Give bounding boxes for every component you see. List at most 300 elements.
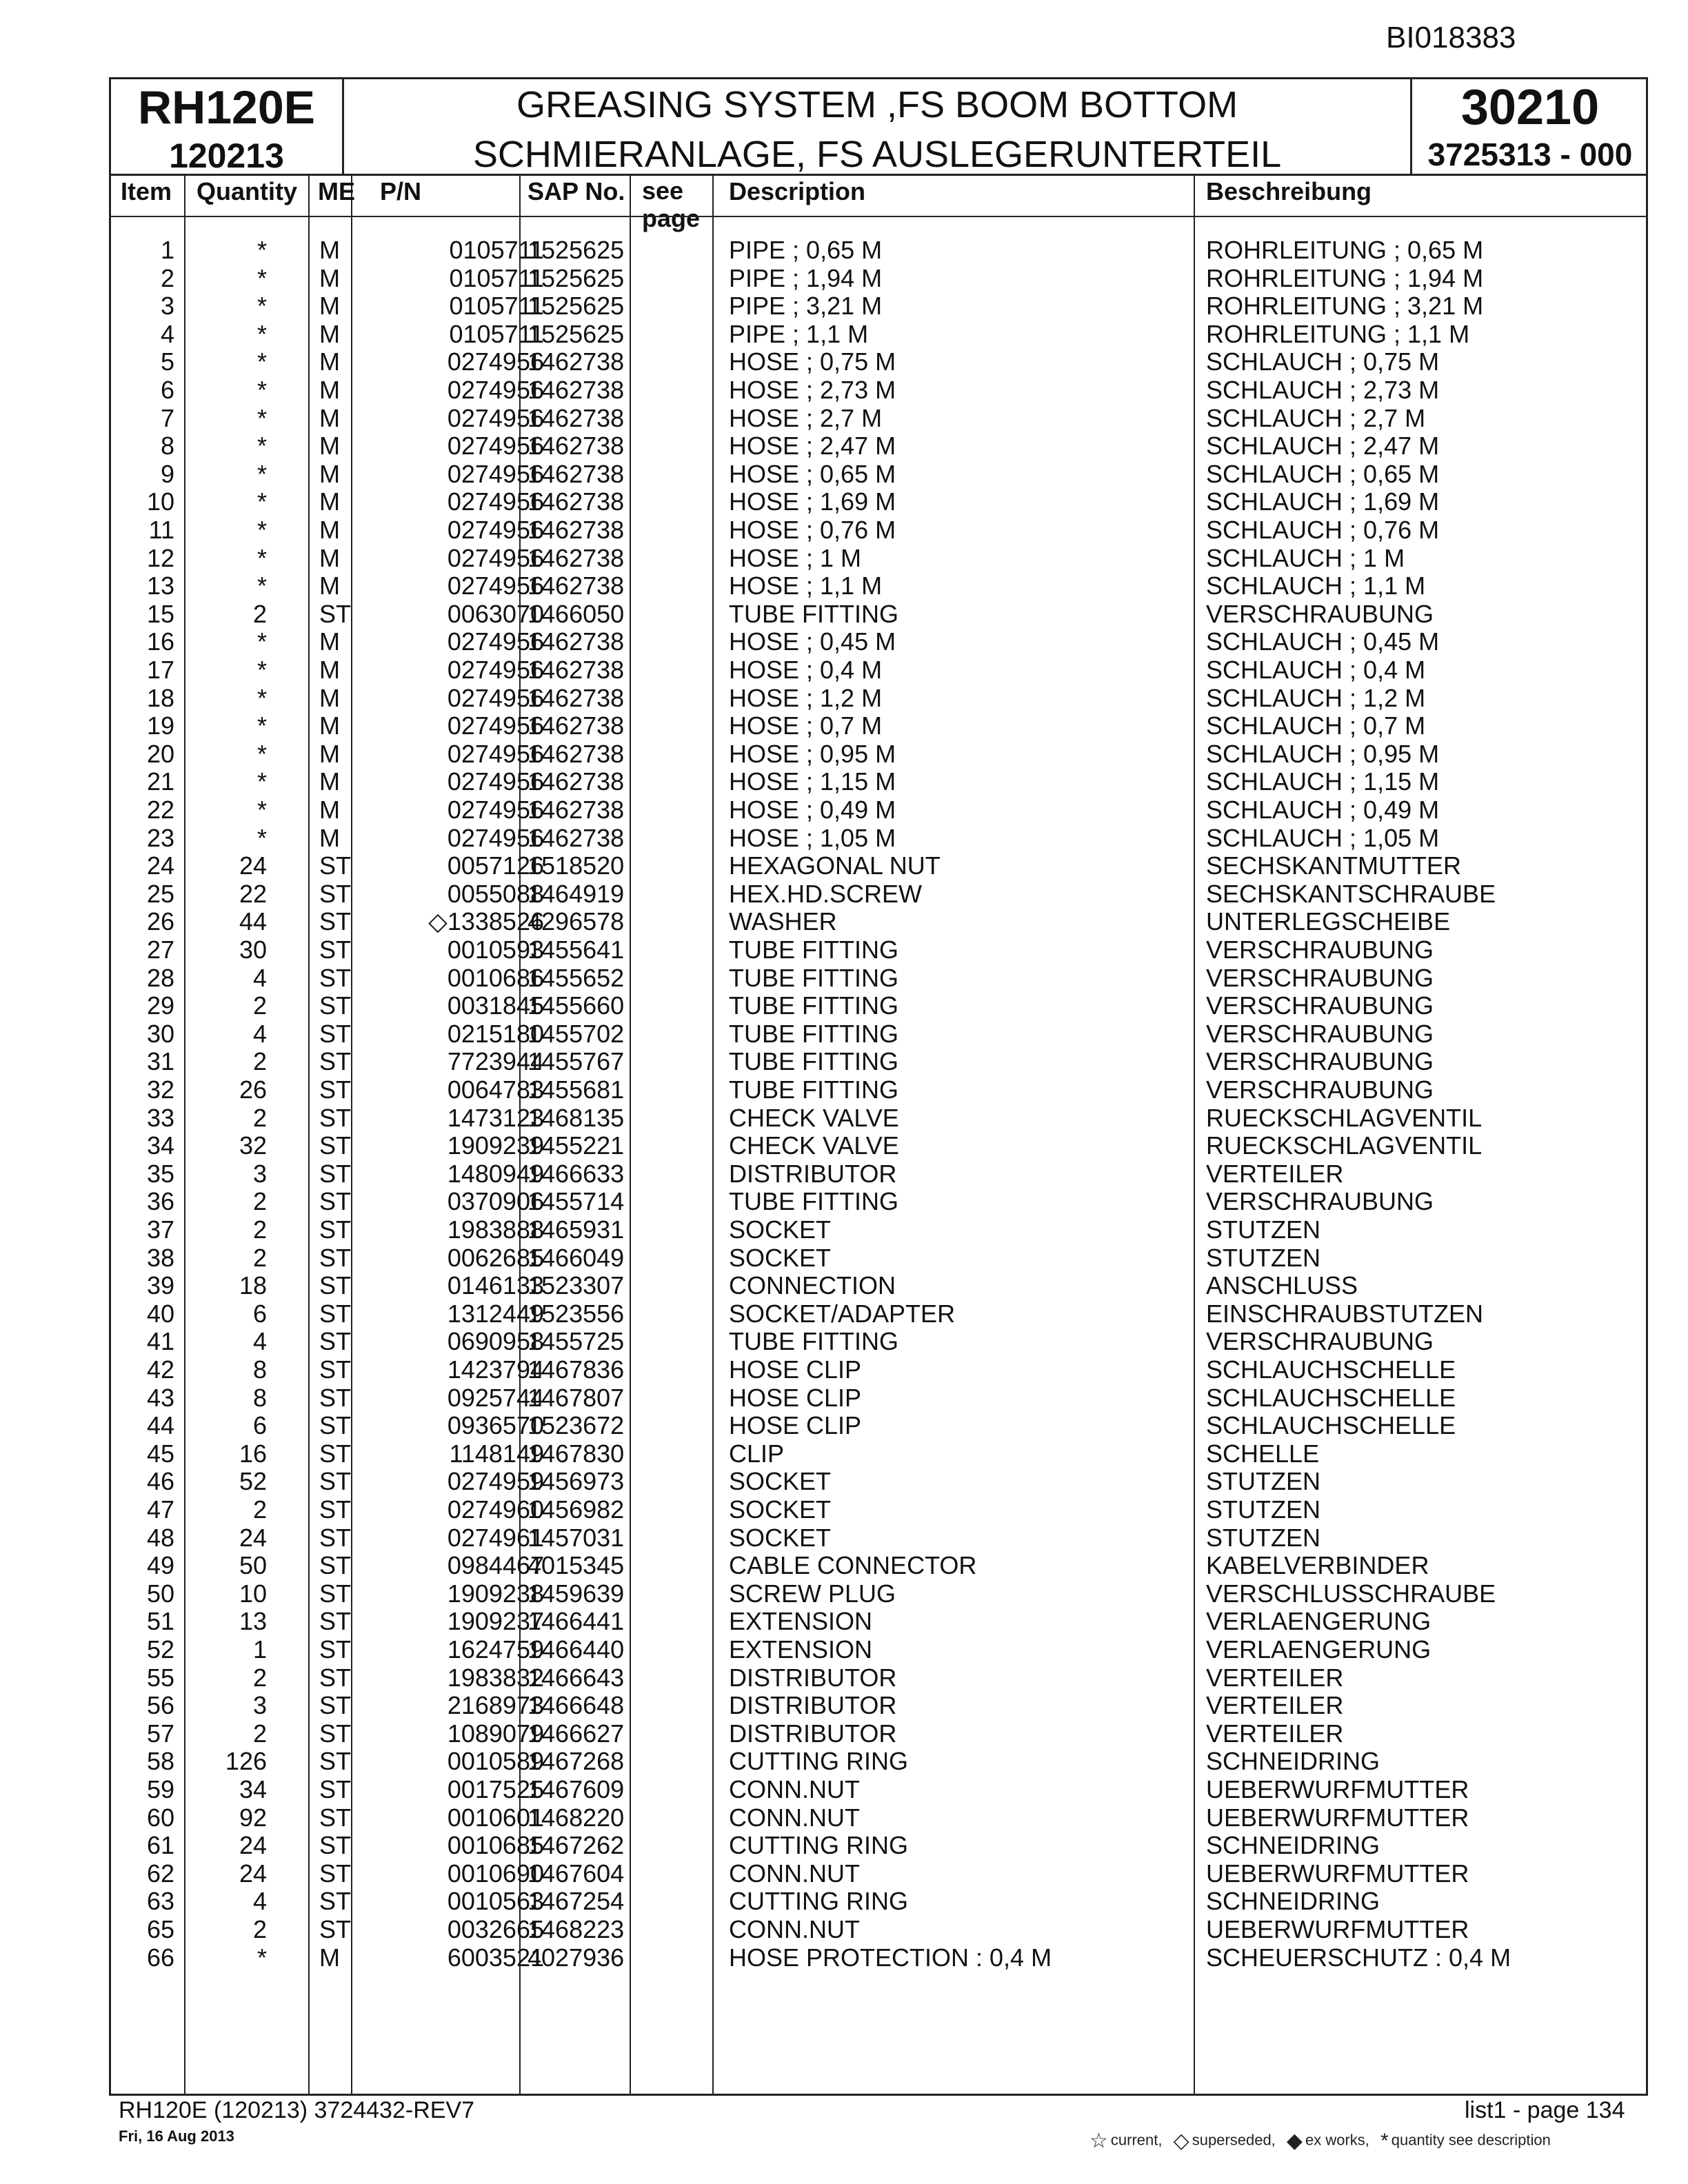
cell-part-number: 0010686: [447, 963, 544, 992]
cell-part-number: 1089079: [447, 1719, 544, 1748]
cell-sap-number: 1464919: [528, 879, 625, 908]
cell-sap-number: 1455702: [528, 1019, 625, 1048]
cell-beschreibung: VERTEILER: [1206, 1719, 1344, 1748]
cell-sap-number: 1455767: [528, 1047, 625, 1076]
cell-beschreibung: VERTEILER: [1206, 1691, 1344, 1720]
cell-description: HOSE ; 1,69 M: [729, 487, 896, 516]
cell-unit: ST: [319, 1719, 352, 1748]
cell-part-number: 0274956: [447, 347, 544, 376]
cell-description: HEX.HD.SCREW: [729, 879, 923, 908]
cell-item: 5: [160, 347, 174, 376]
cell-sap-number: 1466441: [528, 1607, 625, 1636]
cell-quantity: *: [257, 292, 267, 321]
cell-part-number: 1909238: [447, 1579, 544, 1608]
cell-item: 57: [146, 1719, 174, 1748]
cell-item: 56: [146, 1691, 174, 1720]
footer-model-reference: RH120E (120213) 3724432-REV7: [119, 2097, 475, 2123]
table-row: [111, 1524, 1646, 1553]
cell-quantity: *: [257, 1943, 267, 1972]
cell-description: PIPE ; 1,94 M: [729, 263, 883, 292]
cell-quantity: 1: [252, 1635, 267, 1664]
table-row: [111, 1104, 1646, 1133]
cell-description: SOCKET/ADAPTER: [729, 1299, 956, 1328]
cell-quantity: 6: [252, 1411, 267, 1440]
cell-quantity: *: [257, 767, 267, 796]
cell-description: TUBE FITTING: [729, 1187, 898, 1216]
cell-description: DISTRIBUTOR: [729, 1691, 897, 1720]
cell-sap-number: 1523556: [528, 1299, 625, 1328]
cell-description: HOSE PROTECTION : 0,4 M: [729, 1943, 1052, 1972]
cell-quantity: 8: [252, 1355, 267, 1384]
cell-unit: M: [319, 347, 340, 376]
cell-quantity: *: [257, 403, 267, 432]
cell-description: SOCKET: [729, 1523, 832, 1552]
table-row: [111, 1608, 1646, 1636]
cell-unit: M: [319, 236, 340, 264]
cell-part-number: 0274956: [447, 796, 544, 824]
cell-sap-number: 1467604: [528, 1859, 625, 1888]
table-row: [111, 685, 1646, 713]
cell-unit: ST: [319, 599, 352, 628]
cell-quantity: *: [257, 347, 267, 376]
cell-part-number: 0925744: [447, 1383, 544, 1412]
cell-sap-number: 1462738: [528, 459, 625, 488]
cell-description: CABLE CONNECTOR: [729, 1551, 977, 1580]
cell-part-number: 1480949: [447, 1159, 544, 1188]
cell-part-number: ◇1338526: [428, 907, 544, 936]
cell-beschreibung: SCHLAUCH ; 1,15 M: [1206, 767, 1440, 796]
cell-beschreibung: STUTZEN: [1206, 1523, 1320, 1552]
cell-sap-number: 1462738: [528, 347, 625, 376]
cell-sap-number: 1467830: [528, 1439, 625, 1468]
table-row: [111, 1216, 1646, 1244]
cell-description: DISTRIBUTOR: [729, 1719, 897, 1748]
cell-part-number: 0057126: [447, 851, 544, 880]
cell-beschreibung: SCHLAUCH ; 0,49 M: [1206, 796, 1440, 824]
cell-quantity: 3: [252, 1691, 267, 1720]
cell-unit: ST: [319, 1215, 352, 1244]
cell-item: 34: [146, 1131, 174, 1160]
cell-part-number: 0274956: [447, 543, 544, 572]
cell-description: TUBE FITTING: [729, 1019, 898, 1048]
table-row: [111, 908, 1646, 936]
cell-quantity: 2: [252, 1103, 267, 1132]
cell-sap-number: 1467268: [528, 1747, 625, 1776]
table-row: [111, 488, 1646, 516]
cell-description: EXTENSION: [729, 1635, 873, 1664]
cell-quantity: 30: [239, 936, 267, 964]
cell-beschreibung: RUECKSCHLAGVENTIL: [1206, 1131, 1483, 1160]
cell-unit: ST: [319, 1915, 352, 1943]
cell-unit: M: [319, 432, 340, 461]
cell-quantity: 50: [239, 1551, 267, 1580]
table-row: [111, 1272, 1646, 1300]
cell-description: TUBE FITTING: [729, 963, 898, 992]
cell-quantity: *: [257, 823, 267, 852]
column-header-beschreibung: Beschreibung: [1206, 177, 1372, 205]
cell-sap-number: 1462738: [528, 711, 625, 740]
table-row: [111, 1692, 1646, 1720]
cell-beschreibung: SCHLAUCH ; 1,05 M: [1206, 823, 1440, 852]
cell-sap-number: 1525625: [528, 263, 625, 292]
cell-unit: M: [319, 403, 340, 432]
cell-description: PIPE ; 1,1 M: [729, 319, 869, 348]
cell-sap-number: 1462738: [528, 739, 625, 768]
model-name: RH120E: [137, 81, 316, 134]
cell-unit: ST: [319, 1831, 352, 1860]
cell-item: 29: [146, 991, 174, 1020]
footer-page-number: list1 - page 134: [1465, 2097, 1625, 2123]
cell-description: PIPE ; 3,21 M: [729, 292, 883, 321]
cell-part-number: 0274956: [447, 403, 544, 432]
table-row: [111, 1020, 1646, 1049]
cell-sap-number: 1466050: [528, 599, 625, 628]
cell-part-number: 1473123: [447, 1103, 544, 1132]
table-row: [111, 1440, 1646, 1468]
cell-quantity: 2: [252, 1215, 267, 1244]
table-row: [111, 1580, 1646, 1608]
table-row: [111, 1244, 1646, 1273]
cell-beschreibung: ANSCHLUSS: [1206, 1271, 1358, 1300]
cell-quantity: *: [257, 572, 267, 600]
cell-description: CONN.NUT: [729, 1859, 860, 1888]
cell-item: 60: [146, 1803, 174, 1832]
cell-sap-number: 1523672: [528, 1411, 625, 1440]
cell-unit: ST: [319, 1103, 352, 1132]
cell-unit: ST: [319, 1803, 352, 1832]
cell-quantity: 2: [252, 1915, 267, 1943]
cell-beschreibung: VERSCHRAUBUNG: [1206, 936, 1434, 964]
cell-beschreibung: SCHLAUCHSCHELLE: [1206, 1411, 1456, 1440]
cell-sap-number: 1462738: [528, 767, 625, 796]
cell-part-number: 0055088: [447, 879, 544, 908]
cell-beschreibung: SCHNEIDRING: [1206, 1747, 1380, 1776]
header-band: [111, 79, 1646, 176]
cell-sap-number: 1466627: [528, 1719, 625, 1748]
cell-sap-number: 1455681: [528, 1075, 625, 1104]
cell-beschreibung: UEBERWURFMUTTER: [1206, 1803, 1469, 1832]
table-row: [111, 852, 1646, 880]
cell-beschreibung: SECHSKANTSCHRAUBE: [1206, 879, 1496, 908]
cell-description: CHECK VALVE: [729, 1103, 899, 1132]
cell-description: TUBE FITTING: [729, 1327, 898, 1356]
table-row: [111, 1132, 1646, 1160]
cell-part-number: 0274956: [447, 432, 544, 461]
cell-part-number: 1909239: [447, 1131, 544, 1160]
cell-description: SOCKET: [729, 1243, 832, 1272]
table-row: [111, 348, 1646, 376]
cell-item: 35: [146, 1159, 174, 1188]
cell-item: 38: [146, 1243, 174, 1272]
cell-sap-number: 1467262: [528, 1831, 625, 1860]
cell-part-number: 0063070: [447, 599, 544, 628]
cell-sap-number: 1462738: [528, 376, 625, 404]
cell-quantity: *: [257, 319, 267, 348]
cell-sap-number: 1466440: [528, 1635, 625, 1664]
cell-item: 47: [146, 1495, 174, 1524]
document-id: BI018383: [1386, 21, 1516, 54]
cell-description: TUBE FITTING: [729, 599, 898, 628]
cell-sap-number: 1525625: [528, 292, 625, 321]
cell-sap-number: 4027936: [528, 1943, 625, 1972]
cell-description: HOSE ; 0,4 M: [729, 656, 883, 684]
cell-part-number: 0010589: [447, 1747, 544, 1776]
cell-description: CONNECTION: [729, 1271, 896, 1300]
cell-unit: ST: [319, 1131, 352, 1160]
cell-item: 28: [146, 963, 174, 992]
cell-item: 16: [146, 627, 174, 656]
cell-part-number: 0274956: [447, 627, 544, 656]
cell-quantity: 2: [252, 1663, 267, 1692]
cell-beschreibung: STUTZEN: [1206, 1243, 1320, 1272]
table-row: [111, 1160, 1646, 1189]
cell-unit: ST: [319, 936, 352, 964]
cell-item: 6: [160, 376, 174, 404]
column-header-quantity: Quantity: [197, 177, 298, 205]
cell-part-number: 0105711: [449, 263, 544, 292]
table-row: [111, 628, 1646, 656]
cell-sap-number: 1466648: [528, 1691, 625, 1720]
cell-sap-number: 1459639: [528, 1579, 625, 1608]
cell-quantity: *: [257, 459, 267, 488]
cell-quantity: 24: [239, 851, 267, 880]
cell-quantity: *: [257, 432, 267, 461]
table-row: [111, 572, 1646, 600]
cell-description: HOSE CLIP: [729, 1383, 862, 1412]
legend-superseded: superseded,: [1192, 2131, 1276, 2149]
cell-quantity: 2: [252, 1719, 267, 1748]
cell-part-number: 0274961: [447, 1523, 544, 1552]
cell-unit: ST: [319, 1859, 352, 1888]
cell-quantity: 3: [252, 1159, 267, 1188]
cell-description: TUBE FITTING: [729, 1075, 898, 1104]
cell-beschreibung: VERSCHRAUBUNG: [1206, 1327, 1434, 1356]
column-header-see-page: see page: [642, 176, 701, 232]
cell-description: TUBE FITTING: [729, 936, 898, 964]
diamond-filled-icon: ◆: [1286, 2130, 1303, 2152]
cell-description: HOSE ; 0,65 M: [729, 459, 896, 488]
cell-item: 36: [146, 1187, 174, 1216]
cell-beschreibung: SCHLAUCH ; 1,1 M: [1206, 572, 1426, 600]
cell-unit: ST: [319, 1635, 352, 1664]
cell-description: SCREW PLUG: [729, 1579, 896, 1608]
cell-description: HOSE ; 0,76 M: [729, 516, 896, 544]
column-header-description: Description: [729, 177, 866, 205]
cell-description: HOSE CLIP: [729, 1355, 862, 1384]
cell-sap-number: 1525625: [528, 319, 625, 348]
cell-part-number: 0274956: [447, 767, 544, 796]
cell-item: 45: [146, 1439, 174, 1468]
cell-description: CONN.NUT: [729, 1775, 860, 1803]
cell-quantity: *: [257, 656, 267, 684]
cell-description: HOSE ; 2,7 M: [729, 403, 883, 432]
asterisk-icon: *: [1380, 2129, 1389, 2152]
cell-item: 43: [146, 1383, 174, 1412]
cell-item: 31: [146, 1047, 174, 1076]
cell-sap-number: 1468135: [528, 1103, 625, 1132]
cell-unit: M: [319, 543, 340, 572]
cell-unit: M: [319, 319, 340, 348]
cell-part-number: 2168973: [447, 1691, 544, 1720]
header-group-cell: [1410, 79, 1648, 174]
table-row: [111, 1664, 1646, 1692]
cell-description: HEXAGONAL NUT: [729, 851, 941, 880]
table-row: [111, 1720, 1646, 1748]
table-row: [111, 880, 1646, 909]
table-row: [111, 1328, 1646, 1356]
cell-part-number: 0274956: [447, 572, 544, 600]
cell-unit: ST: [319, 1187, 352, 1216]
cell-quantity: 4: [252, 1019, 267, 1048]
cell-unit: ST: [319, 1355, 352, 1384]
table-row: [111, 1888, 1646, 1916]
cell-unit: ST: [319, 1663, 352, 1692]
cell-sap-number: 1467836: [528, 1355, 625, 1384]
cell-sap-number: 1455725: [528, 1327, 625, 1356]
cell-unit: ST: [319, 879, 352, 908]
cell-sap-number: 1523307: [528, 1271, 625, 1300]
cell-sap-number: 1467807: [528, 1383, 625, 1412]
cell-item: 30: [146, 1019, 174, 1048]
cell-description: HOSE ; 1,2 M: [729, 683, 883, 712]
cell-item: 50: [146, 1579, 174, 1608]
cell-unit: M: [319, 796, 340, 824]
cell-beschreibung: SCHLAUCH ; 0,95 M: [1206, 739, 1440, 768]
cell-part-number: 0032665: [447, 1915, 544, 1943]
cell-quantity: 6: [252, 1299, 267, 1328]
cell-unit: ST: [319, 1243, 352, 1272]
cell-quantity: 52: [239, 1467, 267, 1496]
header-model-cell: [111, 79, 344, 174]
cell-item: 61: [146, 1831, 174, 1860]
cell-part-number: 0010593: [447, 936, 544, 964]
cell-unit: ST: [319, 1467, 352, 1496]
table-row: [111, 964, 1646, 993]
cell-item: 15: [146, 599, 174, 628]
cell-unit: M: [319, 1943, 340, 1972]
cell-part-number: 0274956: [447, 683, 544, 712]
cell-sap-number: 1467254: [528, 1887, 625, 1916]
table-row: [111, 545, 1646, 573]
cell-beschreibung: VERTEILER: [1206, 1663, 1344, 1692]
cell-item: 51: [146, 1607, 174, 1636]
cell-description: HOSE ; 0,49 M: [729, 796, 896, 824]
cell-part-number: 1983888: [447, 1215, 544, 1244]
cell-item: 62: [146, 1859, 174, 1888]
legend-ex-works: ex works,: [1305, 2131, 1369, 2149]
cell-beschreibung: SCHLAUCH ; 1,69 M: [1206, 487, 1440, 516]
table-row: [111, 1048, 1646, 1076]
cell-part-number: 0274960: [447, 1495, 544, 1524]
cell-unit: ST: [319, 851, 352, 880]
legend-current: current,: [1110, 2131, 1163, 2149]
cell-quantity: 24: [239, 1523, 267, 1552]
cell-item: 18: [146, 683, 174, 712]
cell-part-number: 0274956: [447, 711, 544, 740]
cell-item: 66: [146, 1943, 174, 1972]
cell-item: 19: [146, 711, 174, 740]
table-row: [111, 1804, 1646, 1832]
cell-description: HOSE ; 1,1 M: [729, 572, 883, 600]
cell-sap-number: 1466633: [528, 1159, 625, 1188]
cell-beschreibung: SCHLAUCH ; 0,76 M: [1206, 516, 1440, 544]
cell-beschreibung: STUTZEN: [1206, 1495, 1320, 1524]
cell-sap-number: 1462738: [528, 627, 625, 656]
cell-description: CLIP: [729, 1439, 785, 1468]
table-row: [111, 1776, 1646, 1804]
cell-description: HOSE ; 2,47 M: [729, 432, 896, 461]
cell-quantity: 126: [225, 1747, 267, 1776]
column-header-item: Item: [121, 177, 172, 205]
cell-description: DISTRIBUTOR: [729, 1159, 897, 1188]
cell-unit: M: [319, 656, 340, 684]
table-row: [111, 1944, 1646, 1972]
parts-list-frame: [109, 77, 1648, 2096]
table-row: [111, 1412, 1646, 1440]
cell-quantity: 8: [252, 1383, 267, 1412]
cell-item: 10: [146, 487, 174, 516]
cell-quantity: 2: [252, 1495, 267, 1524]
cell-quantity: 22: [239, 879, 267, 908]
cell-description: HOSE CLIP: [729, 1411, 862, 1440]
cell-item: 9: [160, 459, 174, 488]
table-row: [111, 376, 1646, 405]
cell-unit: ST: [319, 991, 352, 1020]
table-row: [111, 712, 1646, 740]
cell-quantity: 10: [239, 1579, 267, 1608]
cell-unit: ST: [319, 907, 352, 936]
cell-beschreibung: SCHLAUCH ; 1 M: [1206, 543, 1405, 572]
cell-quantity: *: [257, 487, 267, 516]
cell-item: 37: [146, 1215, 174, 1244]
cell-item: 59: [146, 1775, 174, 1803]
cell-description: HOSE ; 0,95 M: [729, 739, 896, 768]
cell-item: 20: [146, 739, 174, 768]
cell-unit: M: [319, 711, 340, 740]
assembly-number: 3725313 - 000: [1427, 136, 1633, 172]
cell-description: SOCKET: [729, 1215, 832, 1244]
cell-description: CUTTING RING: [729, 1747, 908, 1776]
table-row: [111, 516, 1646, 545]
cell-unit: M: [319, 572, 340, 600]
cell-quantity: 4: [252, 1887, 267, 1916]
cell-beschreibung: KABELVERBINDER: [1206, 1551, 1429, 1580]
cell-sap-number: 1462738: [528, 432, 625, 461]
cell-beschreibung: SCHLAUCHSCHELLE: [1206, 1355, 1456, 1384]
cell-description: TUBE FITTING: [729, 991, 898, 1020]
column-header-pn: P/N: [380, 177, 422, 205]
cell-part-number: 0017525: [447, 1775, 544, 1803]
table-row: [111, 432, 1646, 461]
cell-part-number: 1983832: [447, 1663, 544, 1692]
cell-beschreibung: SECHSKANTMUTTER: [1206, 851, 1462, 880]
cell-beschreibung: SCHLAUCH ; 0,75 M: [1206, 347, 1440, 376]
cell-unit: ST: [319, 1047, 352, 1076]
cell-unit: ST: [319, 1523, 352, 1552]
cell-quantity: *: [257, 627, 267, 656]
table-row: [111, 1748, 1646, 1776]
cell-unit: ST: [319, 1607, 352, 1636]
cell-sap-number: 1462738: [528, 487, 625, 516]
cell-item: 3: [160, 292, 174, 321]
serial-number: 120213: [169, 136, 284, 175]
cell-quantity: 2: [252, 991, 267, 1020]
cell-unit: M: [319, 767, 340, 796]
cell-unit: ST: [319, 1747, 352, 1776]
cell-unit: M: [319, 487, 340, 516]
cell-beschreibung: ROHRLEITUNG ; 0,65 M: [1206, 236, 1484, 264]
cell-beschreibung: UNTERLEGSCHEIBE: [1206, 907, 1451, 936]
